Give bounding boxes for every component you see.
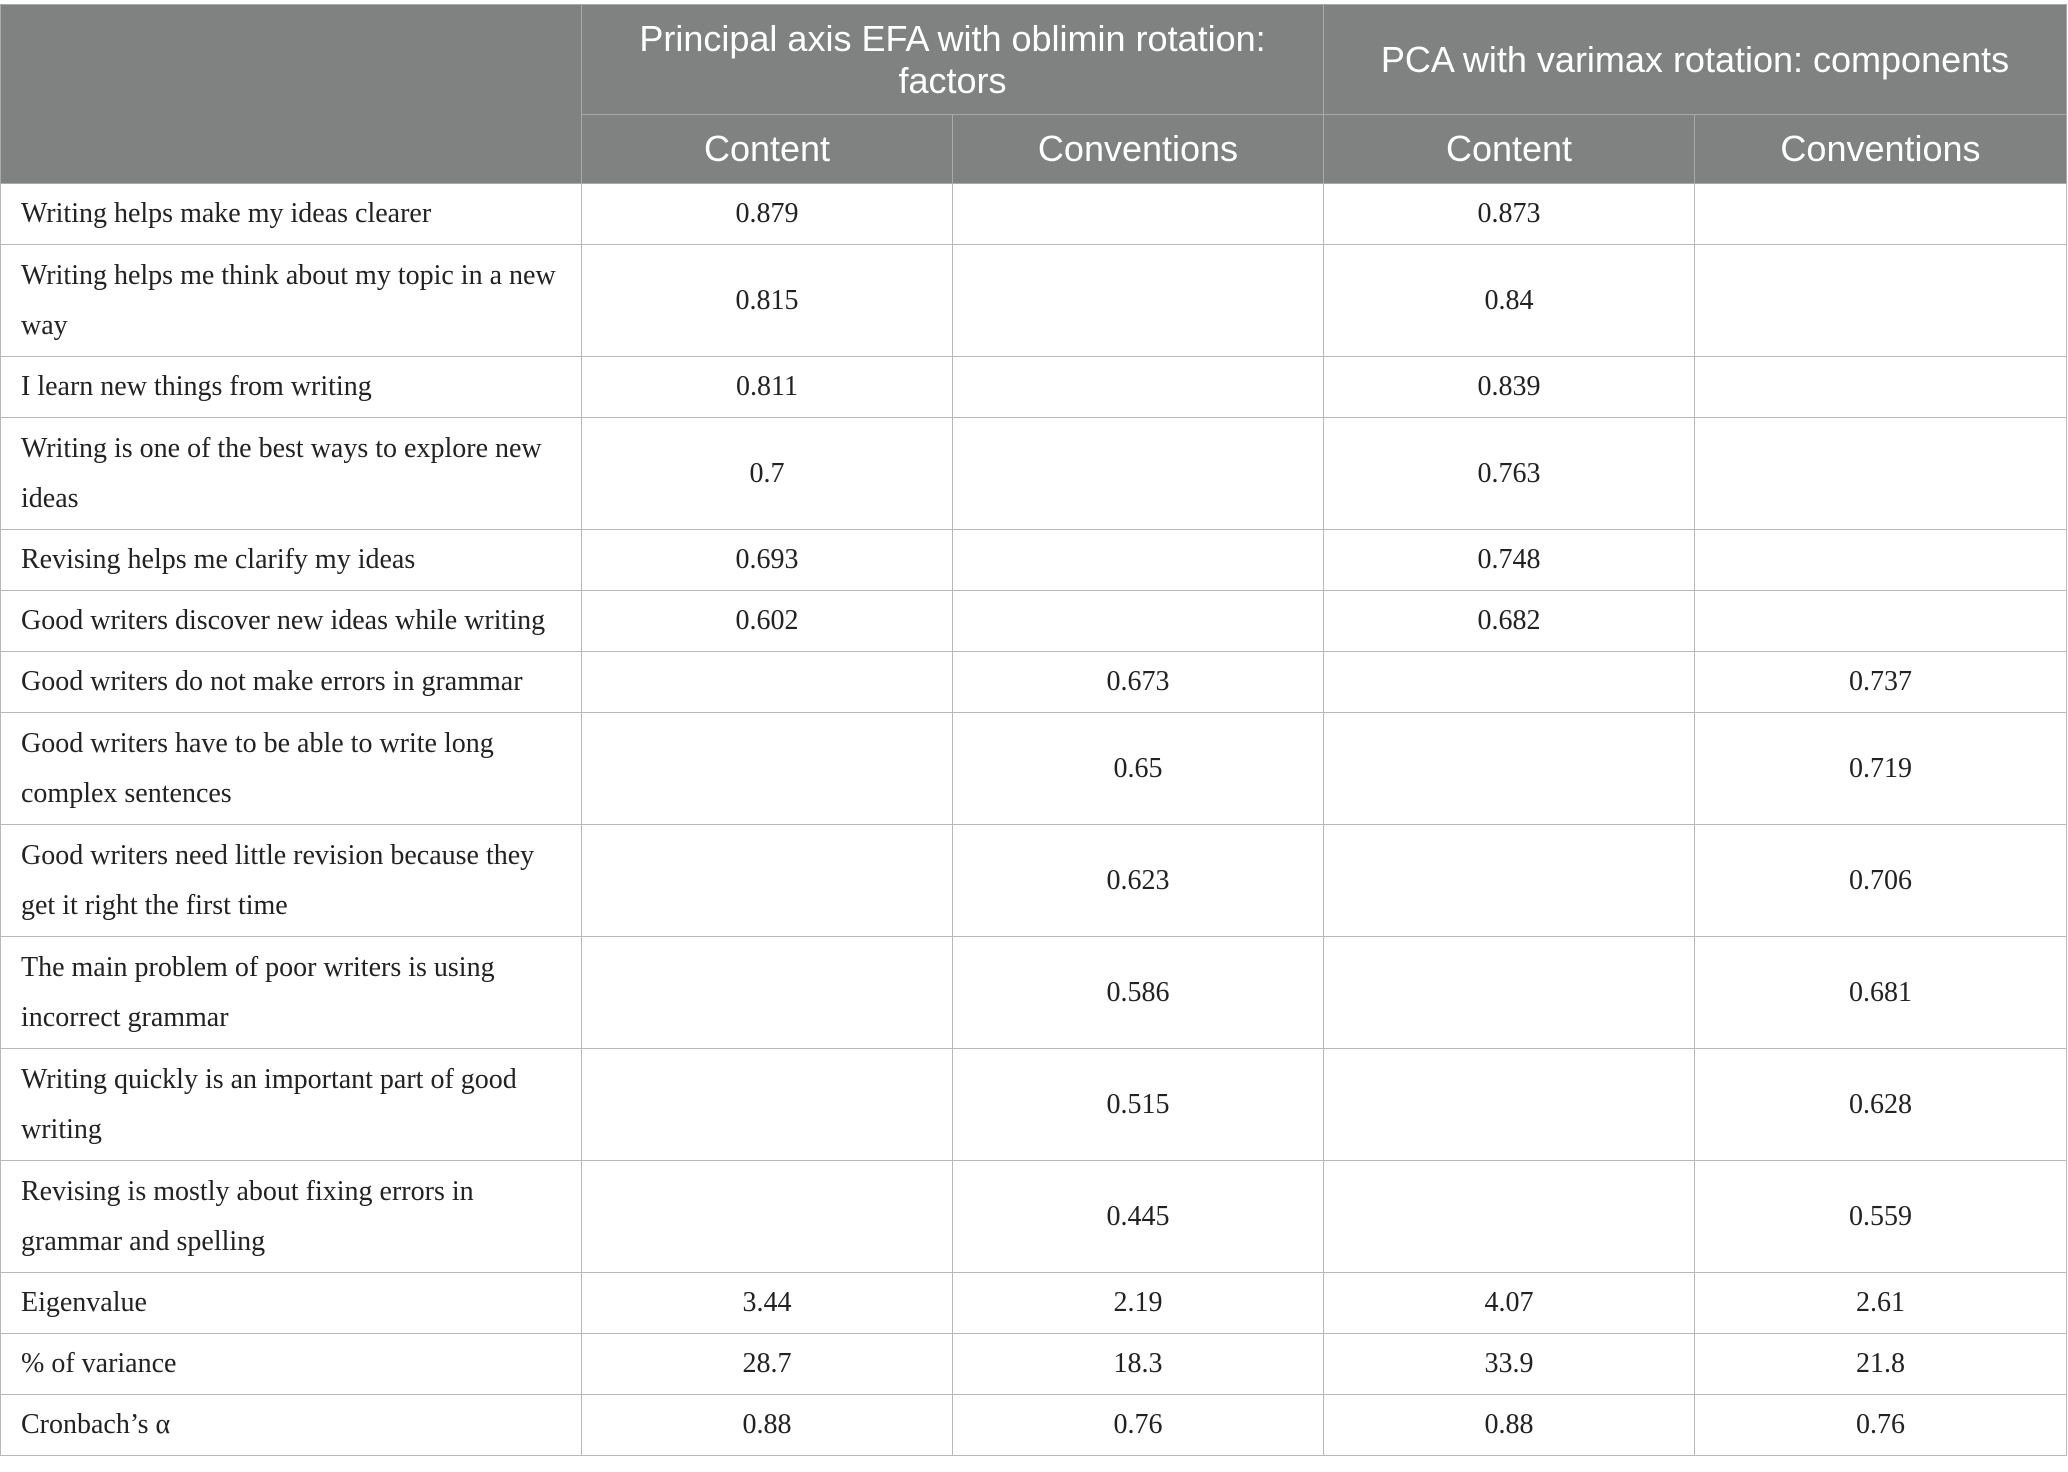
cell-pca-conventions: 2.61 xyxy=(1695,1273,2067,1334)
cell-efa-content xyxy=(582,1161,953,1273)
table-row xyxy=(1,418,2067,530)
row-label: The main problem of poor writers is using incorrect grammar xyxy=(1,937,582,1049)
cell-pca-conventions: 0.559 xyxy=(1695,1161,2067,1273)
cell-efa-conventions: 0.65 xyxy=(953,713,1324,825)
cell-efa-content: 3.44 xyxy=(582,1273,953,1334)
row-label: % of variance xyxy=(1,1334,582,1395)
cell-efa-conventions: 0.76 xyxy=(953,1395,1324,1456)
cell-pca-conventions: 0.76 xyxy=(1695,1395,2067,1456)
cell-efa-content xyxy=(582,1049,953,1161)
row-label: Writing is one of the best ways to explore new ideas xyxy=(1,418,582,530)
table-row xyxy=(1,357,2067,418)
header-pca-content: Content xyxy=(1324,115,1695,184)
cell-efa-content: 28.7 xyxy=(582,1334,953,1395)
cell-efa-conventions: 2.19 xyxy=(953,1273,1324,1334)
cell-efa-content xyxy=(582,652,953,713)
cell-pca-content: 0.84 xyxy=(1324,245,1695,357)
cell-pca-content xyxy=(1324,1161,1695,1273)
cell-efa-content: 0.693 xyxy=(582,530,953,591)
row-label: Good writers need little revision because they get it right the first time xyxy=(1,825,582,937)
cell-efa-conventions xyxy=(953,530,1324,591)
cell-pca-content: 0.682 xyxy=(1324,591,1695,652)
cell-pca-content xyxy=(1324,713,1695,825)
cell-pca-conventions: 0.737 xyxy=(1695,652,2067,713)
cell-pca-content xyxy=(1324,825,1695,937)
cell-pca-content: 0.748 xyxy=(1324,530,1695,591)
cell-efa-content: 0.811 xyxy=(582,357,953,418)
cell-pca-content: 0.839 xyxy=(1324,357,1695,418)
cell-pca-content: 0.88 xyxy=(1324,1395,1695,1456)
cell-efa-conventions: 0.623 xyxy=(953,825,1324,937)
cell-efa-conventions: 0.515 xyxy=(953,1049,1324,1161)
row-label: I learn new things from writing xyxy=(1,357,582,418)
table-row xyxy=(1,1161,2067,1273)
cell-efa-conventions xyxy=(953,591,1324,652)
cell-pca-content xyxy=(1324,1049,1695,1161)
cell-pca-content: 0.763 xyxy=(1324,418,1695,530)
cell-pca-conventions xyxy=(1695,357,2067,418)
row-label: Revising helps me clarify my ideas xyxy=(1,530,582,591)
row-label: Eigenvalue xyxy=(1,1273,582,1334)
row-label: Cronbach’s α xyxy=(1,1395,582,1456)
factor-loadings-table xyxy=(0,4,2067,1456)
table-row xyxy=(1,1395,2067,1456)
header-group-pca: PCA with varimax rotation: components xyxy=(1324,5,2067,115)
cell-pca-content xyxy=(1324,652,1695,713)
table-row xyxy=(1,825,2067,937)
table-body xyxy=(1,184,2067,1456)
header-group-efa: Principal axis EFA with oblimin rotation: factors xyxy=(582,5,1324,115)
cell-efa-content: 0.879 xyxy=(582,184,953,245)
table-row xyxy=(1,937,2067,1049)
cell-pca-conventions xyxy=(1695,184,2067,245)
cell-efa-conventions xyxy=(953,184,1324,245)
cell-pca-conventions xyxy=(1695,591,2067,652)
cell-efa-conventions: 0.673 xyxy=(953,652,1324,713)
cell-pca-conventions: 0.681 xyxy=(1695,937,2067,1049)
table-row xyxy=(1,1334,2067,1395)
row-label: Writing helps make my ideas clearer xyxy=(1,184,582,245)
row-label: Good writers discover new ideas while writing xyxy=(1,591,582,652)
cell-pca-conventions: 0.628 xyxy=(1695,1049,2067,1161)
table-row xyxy=(1,1273,2067,1334)
cell-pca-content xyxy=(1324,937,1695,1049)
row-label: Writing helps me think about my topic in a new way xyxy=(1,245,582,357)
cell-pca-conventions xyxy=(1695,418,2067,530)
table-row xyxy=(1,652,2067,713)
table-row xyxy=(1,591,2067,652)
cell-efa-content: 0.7 xyxy=(582,418,953,530)
cell-efa-content: 0.88 xyxy=(582,1395,953,1456)
cell-pca-content: 33.9 xyxy=(1324,1334,1695,1395)
cell-efa-conventions xyxy=(953,418,1324,530)
cell-efa-content: 0.815 xyxy=(582,245,953,357)
cell-pca-conventions: 0.706 xyxy=(1695,825,2067,937)
cell-efa-conventions xyxy=(953,357,1324,418)
cell-efa-content xyxy=(582,825,953,937)
table-row xyxy=(1,1049,2067,1161)
cell-efa-conventions: 0.445 xyxy=(953,1161,1324,1273)
row-label: Good writers do not make errors in grammar xyxy=(1,652,582,713)
header-pca-conventions: Conventions xyxy=(1695,115,2067,184)
table-row xyxy=(1,245,2067,357)
cell-efa-conventions: 18.3 xyxy=(953,1334,1324,1395)
cell-pca-conventions xyxy=(1695,530,2067,591)
row-label: Writing quickly is an important part of good writing xyxy=(1,1049,582,1161)
cell-efa-content xyxy=(582,713,953,825)
cell-pca-conventions: 21.8 xyxy=(1695,1334,2067,1395)
cell-efa-content xyxy=(582,937,953,1049)
header-row-groups xyxy=(1,5,2067,115)
table-row xyxy=(1,713,2067,825)
header-corner-cell xyxy=(1,5,582,184)
table-header xyxy=(1,5,2067,184)
cell-pca-content: 4.07 xyxy=(1324,1273,1695,1334)
cell-pca-conventions xyxy=(1695,245,2067,357)
cell-pca-conventions: 0.719 xyxy=(1695,713,2067,825)
table-row xyxy=(1,184,2067,245)
cell-pca-content: 0.873 xyxy=(1324,184,1695,245)
cell-efa-conventions: 0.586 xyxy=(953,937,1324,1049)
table-row xyxy=(1,530,2067,591)
loadings-table-container xyxy=(0,4,2066,1456)
row-label: Revising is mostly about fixing errors in grammar and spelling xyxy=(1,1161,582,1273)
cell-efa-conventions xyxy=(953,245,1324,357)
row-label: Good writers have to be able to write long complex sentences xyxy=(1,713,582,825)
header-efa-conventions: Conventions xyxy=(953,115,1324,184)
cell-efa-content: 0.602 xyxy=(582,591,953,652)
header-efa-content: Content xyxy=(582,115,953,184)
